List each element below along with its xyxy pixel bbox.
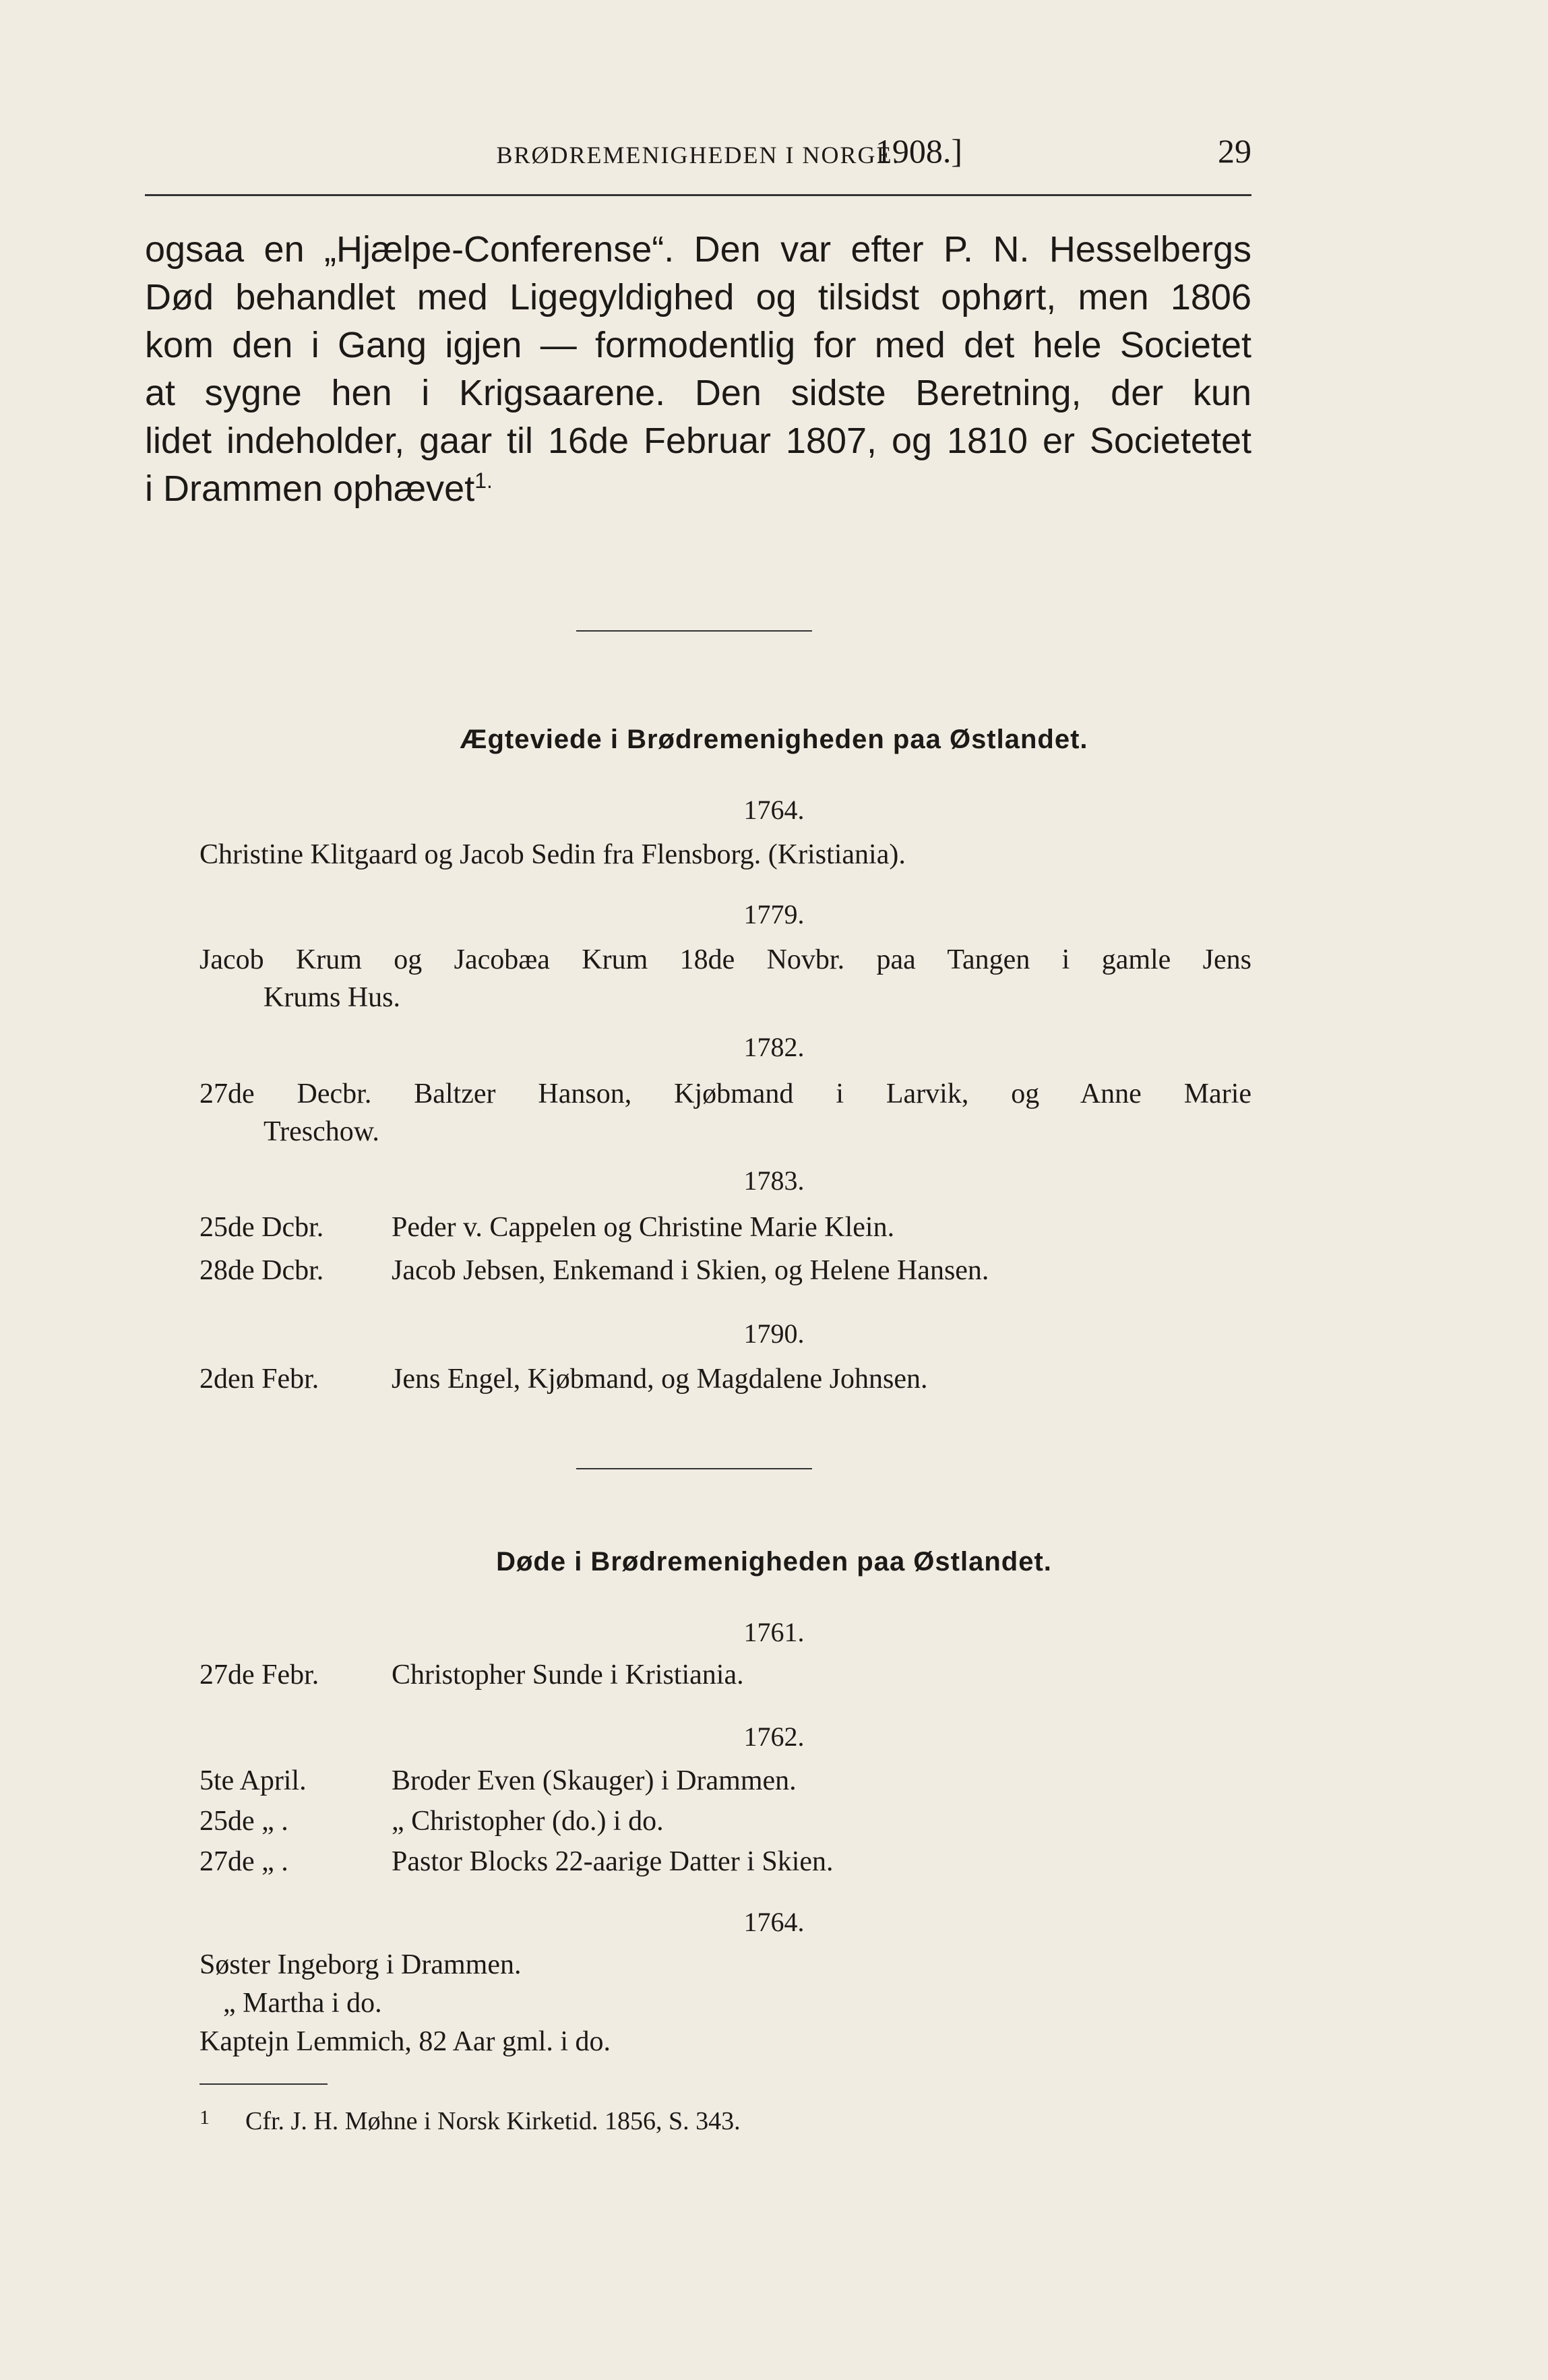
intro-last-text: i Drammen ophævet bbox=[145, 468, 475, 509]
year-heading: 1762. bbox=[743, 1721, 805, 1752]
marriage-entry bbox=[199, 1254, 989, 1287]
footnote-rule bbox=[199, 2083, 328, 2085]
entry-date: 27de „ . bbox=[199, 1846, 288, 1877]
marriage-entry bbox=[199, 836, 1251, 874]
intro-line: lidet indeholder, gaar til 16de Februar 1807, og 1810 er Societetet bbox=[145, 421, 1251, 461]
intro-paragraph bbox=[145, 226, 1251, 513]
entry-date: 5te April. bbox=[199, 1765, 307, 1796]
entry-text: Pastor Blocks 22-aarige Datter i Skien. bbox=[392, 1846, 834, 1877]
death-entry bbox=[199, 1987, 382, 2019]
entry-continuation: Treschow. bbox=[264, 1116, 379, 1147]
entry-text: Jacob Krum og Jacobæa Krum 18de Novbr. paa Tangen i gamle Jens bbox=[199, 944, 1251, 975]
intro-line: kom den i Gang igjen — formodentlig for med det hele Societet bbox=[145, 325, 1251, 365]
entry-date: 27de Febr. bbox=[199, 1659, 319, 1690]
death-entry bbox=[199, 1659, 744, 1691]
entry-text: Christine Klitgaard og Jacob Sedin fra Flensborg. (Kristiania). bbox=[199, 839, 906, 870]
footnote bbox=[199, 2106, 741, 2136]
marriage-entry bbox=[199, 1211, 894, 1244]
death-entry bbox=[199, 1845, 834, 1878]
death-entry bbox=[199, 2025, 611, 2058]
entry-text: Broder Even (Skauger) i Drammen. bbox=[392, 1765, 797, 1796]
running-head bbox=[145, 131, 1251, 179]
marriage-entry bbox=[199, 1075, 1251, 1151]
entry-text: „ Christopher (do.) i do. bbox=[392, 1806, 664, 1837]
intro-line: Død behandlet med Ligegyldighed og tilsidst ophørt, men 1806 bbox=[145, 277, 1251, 317]
footnote-mark: 1 bbox=[199, 2106, 210, 2129]
year-heading: 1783. bbox=[743, 1165, 805, 1196]
entry-text: Søster Ingeborg i Drammen. bbox=[199, 1949, 522, 1980]
marriage-entry bbox=[199, 1363, 928, 1395]
footnote-reference: 1. bbox=[474, 468, 493, 493]
header-rule bbox=[145, 194, 1251, 196]
entry-date: 2den Febr. bbox=[199, 1364, 319, 1395]
intro-line: ogsaa en „Hjælpe-Conferense“. Den var efter P. N. Hesselbergs bbox=[145, 229, 1251, 270]
entry-date: 25de Dcbr. bbox=[199, 1212, 324, 1243]
marriages-title: Ægteviede i Brødremenigheden paa Østlandet. bbox=[460, 725, 1088, 754]
death-entry bbox=[199, 1949, 521, 1981]
header-title: BRØDREMENIGHEDEN I NORGE. bbox=[496, 142, 900, 169]
death-entry bbox=[199, 1765, 797, 1797]
page-number: 29 bbox=[1218, 132, 1251, 170]
entry-text: Peder v. Cappelen og Christine Marie Klein. bbox=[392, 1212, 895, 1243]
entry-text: Kaptejn Lemmich, 82 Aar gml. i do. bbox=[199, 2026, 611, 2057]
intro-line: at sygne hen i Krigsaarene. Den sidste Beretning, der kun bbox=[145, 373, 1251, 413]
section-separator bbox=[576, 630, 812, 632]
entry-continuation: Krums Hus. bbox=[264, 982, 401, 1013]
intro-last-line bbox=[145, 465, 1251, 513]
entry-text: Jens Engel, Kjøbmand, og Magdalene Johnsen. bbox=[392, 1364, 928, 1395]
deaths-title: Døde i Brødremenigheden paa Østlandet. bbox=[496, 1547, 1052, 1577]
entry-text: 27de Decbr. Baltzer Hanson, Kjøbmand i Larvik, og Anne Marie bbox=[199, 1078, 1251, 1109]
marriage-entry bbox=[199, 941, 1251, 1016]
entry-text: Jacob Jebsen, Enkemand i Skien, og Helene Hansen. bbox=[392, 1255, 989, 1286]
year-heading: 1761. bbox=[743, 1617, 805, 1647]
entry-date: 28de Dcbr. bbox=[199, 1255, 324, 1286]
year-heading: 1779. bbox=[743, 899, 805, 929]
entry-text: Christopher Sunde i Kristiania. bbox=[392, 1659, 744, 1690]
year-heading: 1764. bbox=[743, 1907, 805, 1937]
section-separator bbox=[576, 1468, 812, 1469]
entry-date: 25de „ . bbox=[199, 1806, 288, 1837]
footnote-text: Cfr. J. H. Møhne i Norsk Kirketid. 1856, S. 343. bbox=[245, 2107, 741, 2135]
year-heading: 1790. bbox=[743, 1318, 805, 1349]
year-heading: 1782. bbox=[743, 1032, 805, 1062]
entry-text: „ Martha i do. bbox=[223, 1988, 382, 2019]
header-year: 1908.] bbox=[875, 132, 963, 170]
year-heading: 1764. bbox=[743, 795, 805, 825]
death-entry bbox=[199, 1805, 664, 1837]
